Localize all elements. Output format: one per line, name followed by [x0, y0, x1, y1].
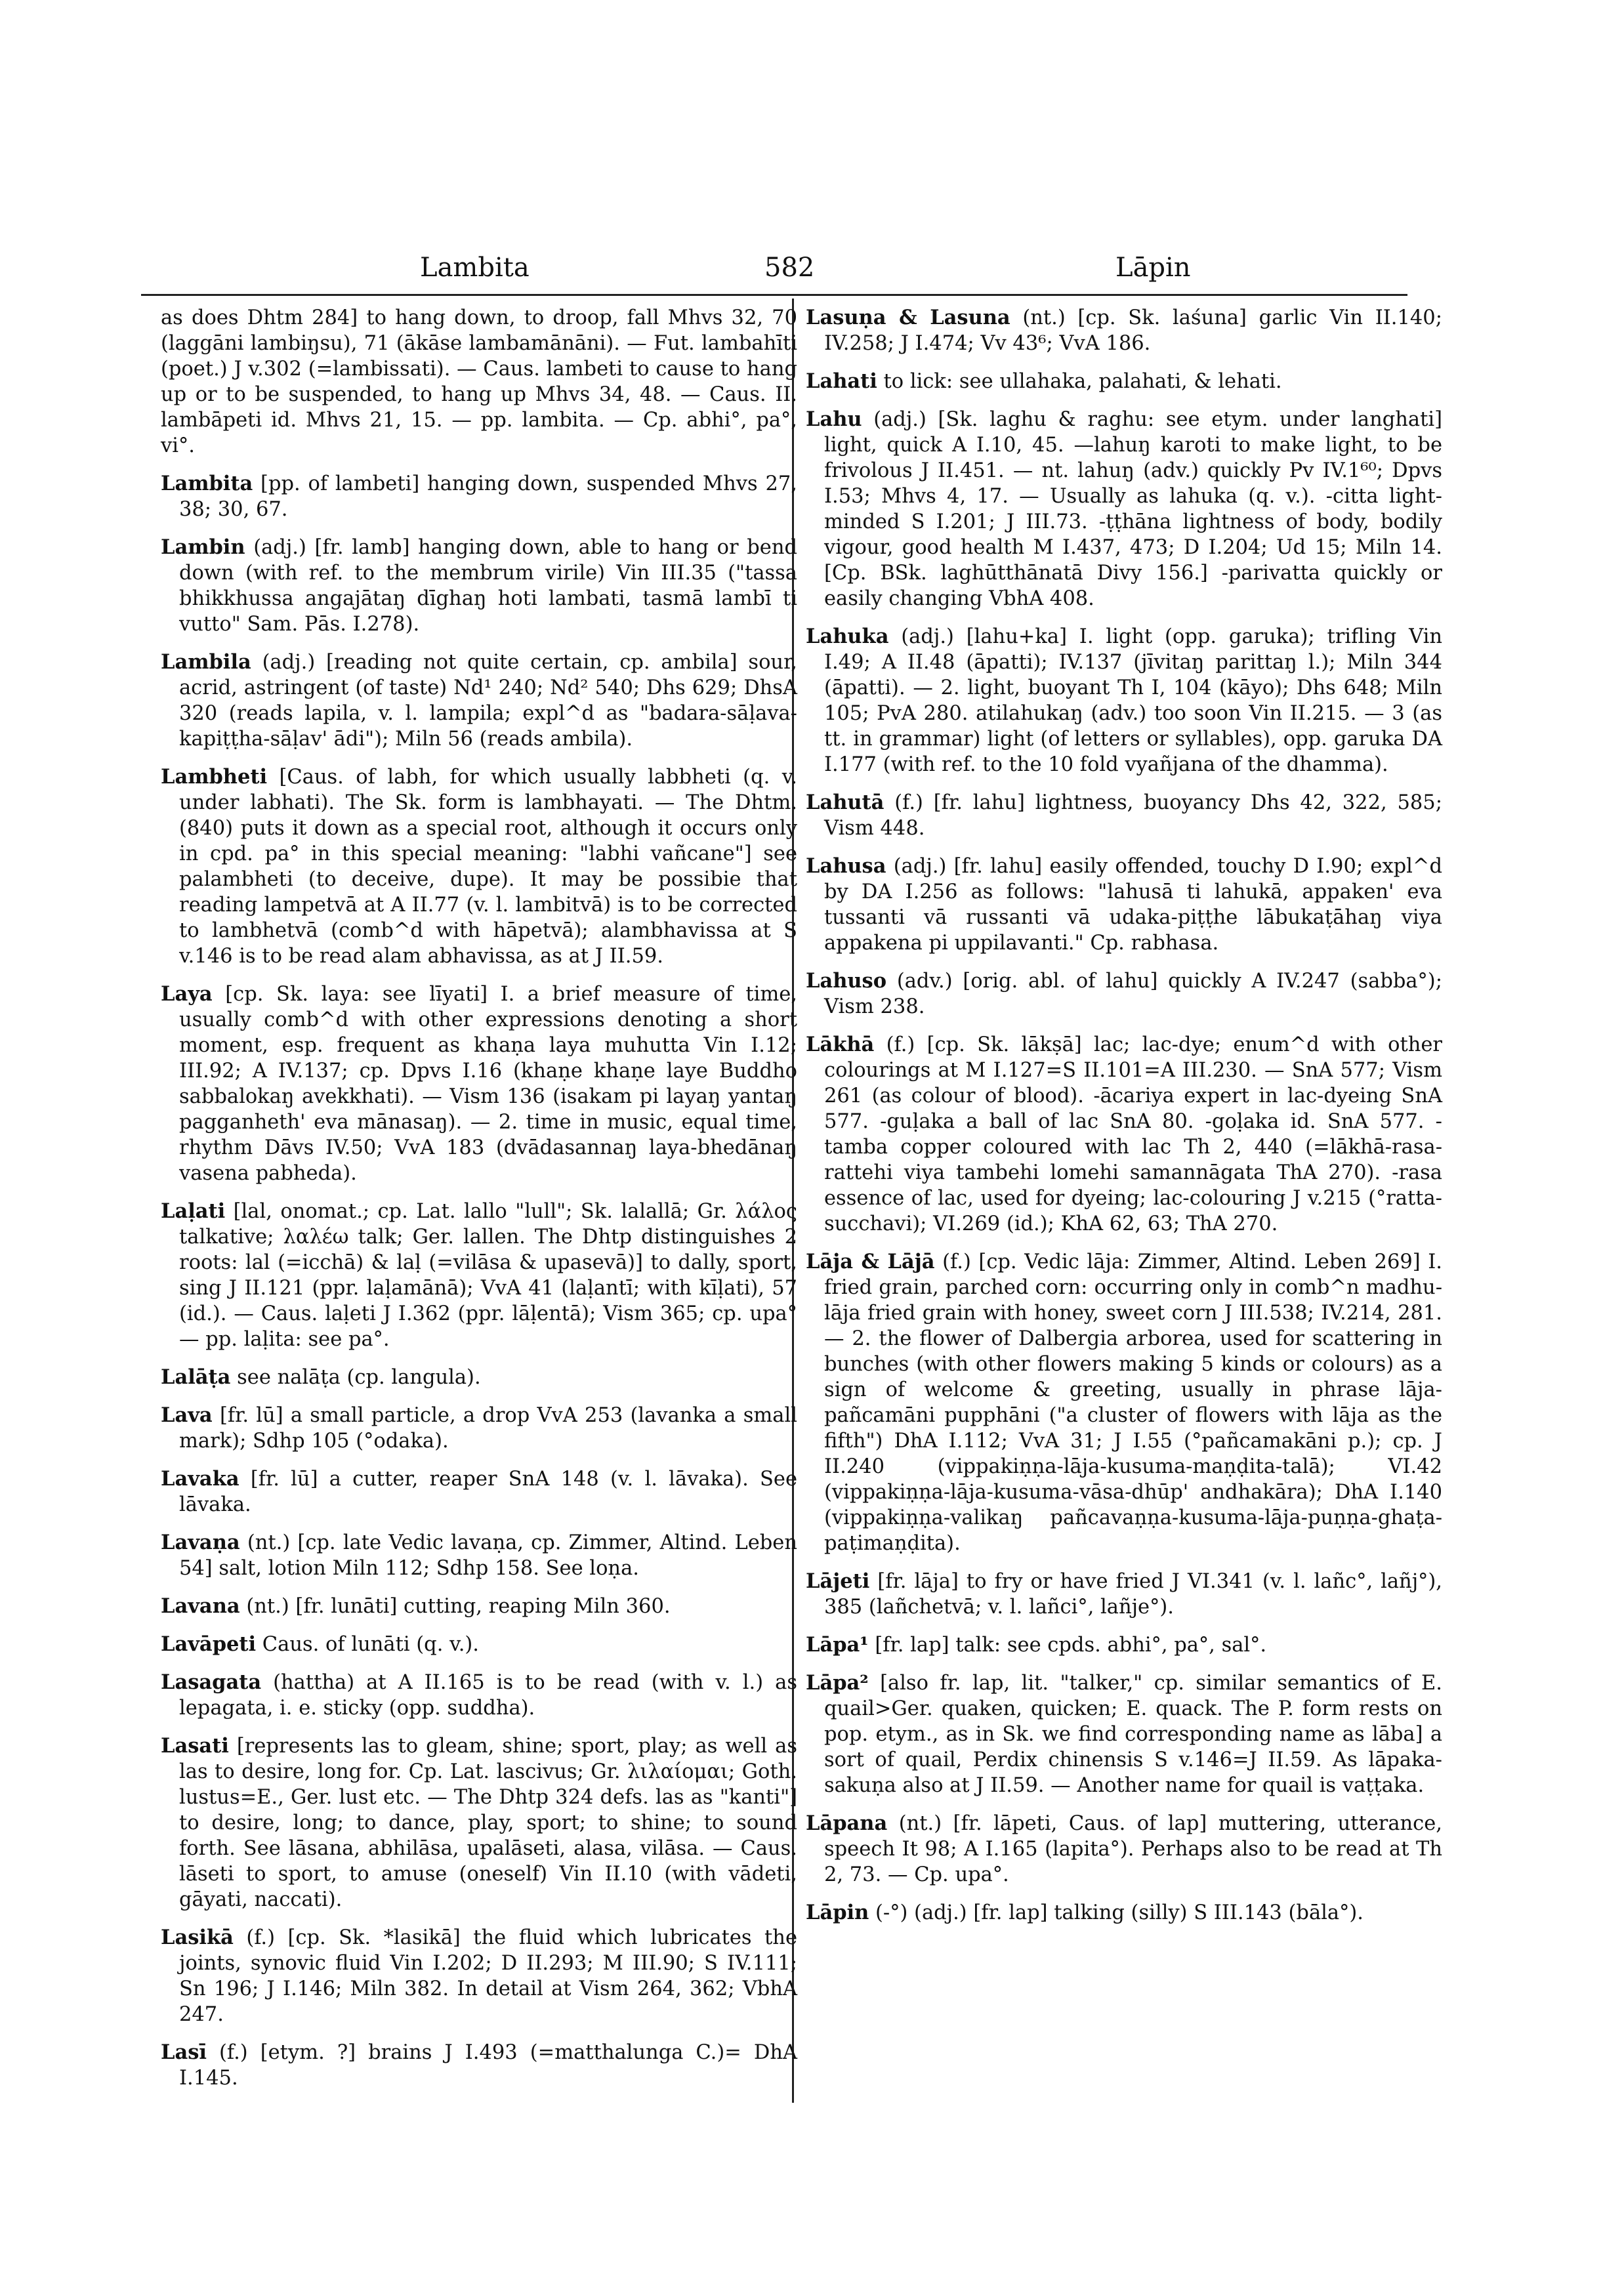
- entry-headword: Lahusa: [806, 854, 886, 878]
- dictionary-entry: [161, 764, 797, 969]
- entry-body: [represents las to gleam, shine; sport, play; as well as las to desire, long for. Cp. Lat. lascivus; Gr. λιλαίομαι; Goth. lustus=E., Ger. lust etc. — The Dhtp 324 defs. las as "kanti"] to desire, long; to dance, play, sport; to shine; to sound forth. See lāsana, abhilāsa, upalāseti, alasa, vilāsa. — Caus. lāseti to sport, to amuse (oneself) Vin II.10 (with vādeti, gāyati, naccati).: [179, 1735, 797, 1911]
- entry-headword: Lavaṇa: [161, 1531, 240, 1554]
- dictionary-entry: [806, 1569, 1442, 1620]
- entry-headword: Lahu: [806, 407, 862, 431]
- entry-headword: Lavāpeti: [161, 1632, 257, 1656]
- page-number: 582: [764, 253, 815, 283]
- dictionary-entry: [161, 1733, 797, 1912]
- entry-body: (adj.) [fr. lamb] hanging down, able to hang or bend down (with ref. to the membrum virile) Vin III.35 ("tassa bhikkhussa angajātaŋ dīghaŋ hoti lambati, tasmā lambī ti vutto" Sam. Pās. I.278).: [179, 536, 797, 636]
- dictionary-entry: [806, 407, 1442, 611]
- dictionary-entry: [806, 1632, 1442, 1658]
- entry-body: [lal, onomat.; cp. Lat. lallo "lull"; Sk. lalallā; Gr. λάλος talkative; λαλέω talk; Ger. lallen. The Dhtp distinguishes 2 roots: lal (=icchā) & laḷ (=vilāsa & upasevā)] to dally, sport, sing J II.121 (ppr. laḷamānā); VvA 41 (laḷantī; with kīḷati), 57 (id.). — Caus. laḷeti J I.362 (ppr. lāḷentā); Vism 365; cp. upa° — pp. laḷita: see pa°.: [179, 1200, 797, 1351]
- entry-body: Caus. of lunāti (q. v.).: [256, 1633, 480, 1656]
- dictionary-entry: [161, 982, 797, 1186]
- dictionary-entry: [806, 305, 1442, 356]
- dictionary-entry: [161, 1466, 797, 1518]
- entry-body: [pp. of lambeti] hanging down, suspended Mhvs 27, 38; 30, 67.: [179, 472, 797, 521]
- entry-body: (hattha) at A II.165 is to be read (with v. l.) as lepagata, i. e. sticky (opp. suddha).: [179, 1671, 797, 1720]
- entry-body: (adj.) [fr. lahu] easily offended, touchy D I.90; expl^d by DA I.256 as follows: "lahusā ti lahukā, appaken' eva tussanti vā russanti vā udaka-piṭṭhe lābukaṭāhaŋ viya appakena pi uppilavanti." Cp. rabhasa.: [824, 855, 1442, 955]
- entry-headword: Lambin: [161, 535, 245, 559]
- dictionary-entry: [806, 1032, 1442, 1237]
- entry-body: (adj.) [lahu+ka] I. light (opp. garuka); trifling Vin I.49; A II.48 (āpatti); IV.137 (jīvitaŋ parittaŋ l.); Miln 344 (āpatti). — 2. light, buoyant Th I, 104 (kāyo); Dhs 648; Miln 105; PvA 280. atilahukaŋ (adv.) too soon Vin II.215. — 3 (as tt. in grammar) light (of letters or syllables), opp. garuka DA I.177 (with ref. to the 10 fold vyañjana of the dhamma).: [824, 625, 1442, 776]
- running-head-left: Lambita: [420, 253, 530, 283]
- entry-headword: Lasikā: [161, 1926, 234, 1949]
- entry-headword: Lākhā: [806, 1033, 875, 1056]
- entry-body: [fr. lū] a cutter, reaper SnA 148 (v. l. lāvaka). See lāvaka.: [179, 1468, 797, 1516]
- entry-headword: Lava: [161, 1403, 213, 1427]
- entry-body: see nalāṭa (cp. langula).: [230, 1366, 481, 1389]
- entry-body: [fr. lū] a small particle, a drop VvA 253 (lavanka a small mark); Sdhp 105 (°odaka).: [179, 1404, 797, 1453]
- entry-headword: Lalāṭa: [161, 1365, 231, 1389]
- entry-headword: Lasī: [161, 2040, 207, 2064]
- dictionary-entry: [161, 1670, 797, 1721]
- dictionary-entry: [806, 1811, 1442, 1888]
- entry-body: [fr. lāja] to fry or have fried J VI.341 (v. l. lañc°, lañj°), 385 (lañchetvā; v. l. lañci°, lañje°).: [824, 1570, 1442, 1619]
- dictionary-entry: [161, 1530, 797, 1581]
- dictionary-entry: [806, 1670, 1442, 1798]
- dictionary-entry: [806, 968, 1442, 1020]
- left-column: [161, 305, 797, 2103]
- entry-headword: Lambita: [161, 472, 253, 495]
- dictionary-entry: [161, 1365, 797, 1390]
- entry-headword: Lasuṇa & Lasuna: [806, 306, 1010, 329]
- entry-headword: Lahuka: [806, 625, 889, 648]
- dictionary-entry: [161, 1925, 797, 2027]
- dictionary-entry: [806, 1249, 1442, 1556]
- entry-headword: Lavana: [161, 1594, 240, 1618]
- running-head-right: Lāpin: [1115, 253, 1191, 283]
- dictionary-entry: as does Dhtm 284] to hang down, to droop, fall Mhvs 32, 70 (laggāni lambiŋsu), 71 (ākāse lambamānāni). — Fut. lambahīti (poet.) J v.302 (=lambissati). — Caus. lambeti to cause to hang up or to be suspended, to hang up Mhvs 34, 48. — Caus. II. lambāpeti id. Mhvs 21, 15. — pp. lambita. — Cp. abhi°, pa°, vi°.: [161, 306, 797, 457]
- dictionary-entry: [806, 854, 1442, 956]
- entry-headword: Lasagata: [161, 1670, 262, 1694]
- dictionary-entry: [161, 471, 797, 522]
- dictionary-entry: [161, 1199, 797, 1352]
- dictionary-entry: [161, 1403, 797, 1454]
- entry-body: (adv.) [orig. abl. of lahu] quickly A IV.247 (sabba°); Vism 238.: [824, 970, 1442, 1018]
- entry-body: (nt.) [cp. Sk. laśuna] garlic Vin II.140; IV.258; J I.474; Vv 43⁶; VvA 186.: [824, 306, 1442, 355]
- entry-headword: Lahutā: [806, 791, 885, 814]
- dictionary-entry: [806, 624, 1442, 777]
- entry-body: to lick: see ullahaka, palahati, & lehati.: [877, 370, 1282, 393]
- entry-headword: Lāpana: [806, 1811, 888, 1835]
- entry-headword: Lāja & Lājā: [806, 1250, 935, 1273]
- dictionary-entry: [161, 650, 797, 752]
- entry-body: (adj.) [reading not quite certain, cp. ambila] sour, acrid, astringent (of taste) Nd¹ 240; Nd² 540; Dhs 629; DhsA 320 (reads lapila, v. l. lampila; expl^d as "badara-sāḷava-kapiṭṭha-sāḷav' ādi"); Miln 56 (reads ambila).: [179, 651, 797, 751]
- entry-body: (nt.) [cp. late Vedic lavaṇa, cp. Zimmer, Altind. Leben 54] salt, lotion Miln 112; Sdhp 158. See loṇa.: [179, 1531, 797, 1580]
- entry-body: (f.) [cp. Sk. *lasikā] the fluid which lubricates the joints, synovic fluid Vin I.202; D II.293; M III.90; S IV.111; Sn 196; J I.146; Miln 382. In detail at Vism 264, 362; VbhA 247.: [179, 1926, 797, 2026]
- entry-headword: Lahati: [806, 369, 877, 393]
- dictionary-entry: [806, 790, 1442, 841]
- entry-body: (nt.) [fr. lāpeti, Caus. of lap] muttering, utterance, speech It 98; A I.165 (lapita°). Perhaps also to be read at Th 2, 73. — Cp. upa°.: [824, 1812, 1442, 1886]
- entry-headword: Lambila: [161, 650, 251, 674]
- entry-headword: Lavaka: [161, 1467, 239, 1491]
- dictionary-entry: [161, 1594, 797, 1619]
- dictionary-entry: [806, 369, 1442, 394]
- entry-headword: Lāpin: [806, 1901, 869, 1924]
- entry-body: (-°) (adj.) [fr. lap] talking (silly) S III.143 (bāla°).: [869, 1901, 1364, 1924]
- entry-body: (nt.) [fr. lunāti] cutting, reaping Miln 360.: [239, 1595, 671, 1618]
- entry-body: (f.) [etym. ?] brains J I.493 (=matthalunga C.)= DhA I.145.: [179, 2041, 797, 2090]
- dictionary-entry: [161, 2040, 797, 2091]
- entry-body: [Caus. of labh, for which usually labbheti (q. v. under labhati). The Sk. form is lambhayati. — The Dhtm. (840) puts it down as a special root, although it occurs only in cpd. pa° in this special meaning: "labhi vañcane"] see palambheti (to deceive, dupe). It may be possibie that reading lampetvā at A II.77 (v. l. lambitvā) is to be corrected to lambhetvā (comb^d with hāpetvā); alambhavissa at S v.146 is to be read alam abhavissa, as at J II.59.: [179, 766, 797, 968]
- dictionary-entry: [161, 535, 797, 637]
- entry-headword: Lājeti: [806, 1569, 870, 1593]
- entry-headword: Laḷati: [161, 1199, 226, 1223]
- entry-body: (f.) [cp. Vedic lāja: Zimmer, Altind. Leben 269] I. fried grain, parched corn: occurring only in comb^n madhu-lāja fried grain with honey, sweet corn J III.538; IV.214, 281. — 2. the flower of Dalbergia arborea, used for scattering in bunches (with other flowers making 5 kinds or colours) as a sign of welcome & greeting, usually in phrase lāja-pañcamāni pupphāni ("a cluster of flowers with lāja as the fifth") DhA I.112; VvA 31; J I.55 (°pañcamakāni p.); cp. J II.240 (vippakiṇṇa-lāja-kusuma-maṇḍita-talā); VI.42 (vippakiṇṇa-lāja-kusuma-vāsa-dhūp' andhakāra); DhA I.140 (vippakiṇṇa-valikaŋ pañcavaṇṇa-kusuma-lāja-puṇṇa-ghaṭa-paṭimaṇḍita).: [824, 1251, 1442, 1555]
- dictionary-entry: [806, 1900, 1442, 1926]
- entry-body: [cp. Sk. laya: see līyati] I. a brief measure of time, usually comb^d with other expressions denoting a short moment, esp. frequent as khaṇa laya muhutta Vin I.12; III.92; A IV.137; cp. Dpvs I.16 (khaṇe khaṇe laye Buddho sabbalokaŋ avekkhati). — Vism 136 (isakam pi layaŋ yantaŋ pagganheth' eva mānasaŋ). — 2. time in music, equal time, rhythm Dāvs IV.50; VvA 183 (dvādasannaŋ laya-bhedānaŋ vasena pabheda).: [179, 983, 797, 1185]
- entry-body: (f.) [fr. lahu] lightness, buoyancy Dhs 42, 322, 585; Vism 448.: [824, 791, 1442, 840]
- entry-body: (f.) [cp. Sk. lākṣā] lac; lac-dye; enum^d with other colourings at M I.127=S II.101=A III.230. — SnA 577; Vism 261 (as colour of blood). -ācariya expert in lac-dyeing SnA 577. -guḷaka a ball of lac SnA 80. -goḷaka id. SnA 577. -tamba copper coloured with lac Th 2, 440 (=lākhā-rasa-rattehi viya tambehi lomehi samannāgata ThA 270). -rasa essence of lac, used for dyeing; lac-colouring J v.215 (°ratta-succhavi); VI.269 (id.); KhA 62, 63; ThA 270.: [824, 1033, 1442, 1235]
- entry-headword: Laya: [161, 982, 213, 1006]
- dictionary-entry: [161, 1632, 797, 1657]
- header-rule: [141, 294, 1407, 296]
- entry-headword: Lāpa²: [806, 1671, 869, 1695]
- entry-headword: Lahuso: [806, 969, 887, 993]
- entry-headword: Lasati: [161, 1734, 229, 1758]
- entry-headword: Lāpa¹: [806, 1633, 869, 1657]
- entry-body: (adj.) [Sk. laghu & raghu: see etym. under langhati] light, quick A I.10, 45. —lahuŋ karoti to make light, to be frivolous J II.451. — nt. lahuŋ (adv.) quickly Pv IV.1⁶⁰; Dpvs I.53; Mhvs 4, 17. — Usually as lahuka (q. v.). -citta light-minded S I.201; J III.73. -ṭṭhāna lightness of body, bodily vigour, good health M I.437, 473; D I.204; Ud 15; Miln 14. [Cp. BSk. laghūtthānatā Divy 156.] -parivatta quickly or easily changing VbhA 408.: [824, 408, 1442, 610]
- entry-headword: Lambheti: [161, 765, 268, 789]
- entry-body: [fr. lap] talk: see cpds. abhi°, pa°, sal°.: [868, 1634, 1267, 1657]
- right-column: [806, 305, 1442, 1938]
- entry-body: [also fr. lap, lit. "talker," cp. similar semantics of E. quail>Ger. quaken, quicken; E. quack. The P. form rests on pop. etym., as in Sk. we find corresponding name as lāba] a sort of quail, Perdix chinensis S v.146=J II.59. As lāpaka-sakuṇa also at J II.59. — Another name for quail is vaṭṭaka.: [824, 1672, 1442, 1797]
